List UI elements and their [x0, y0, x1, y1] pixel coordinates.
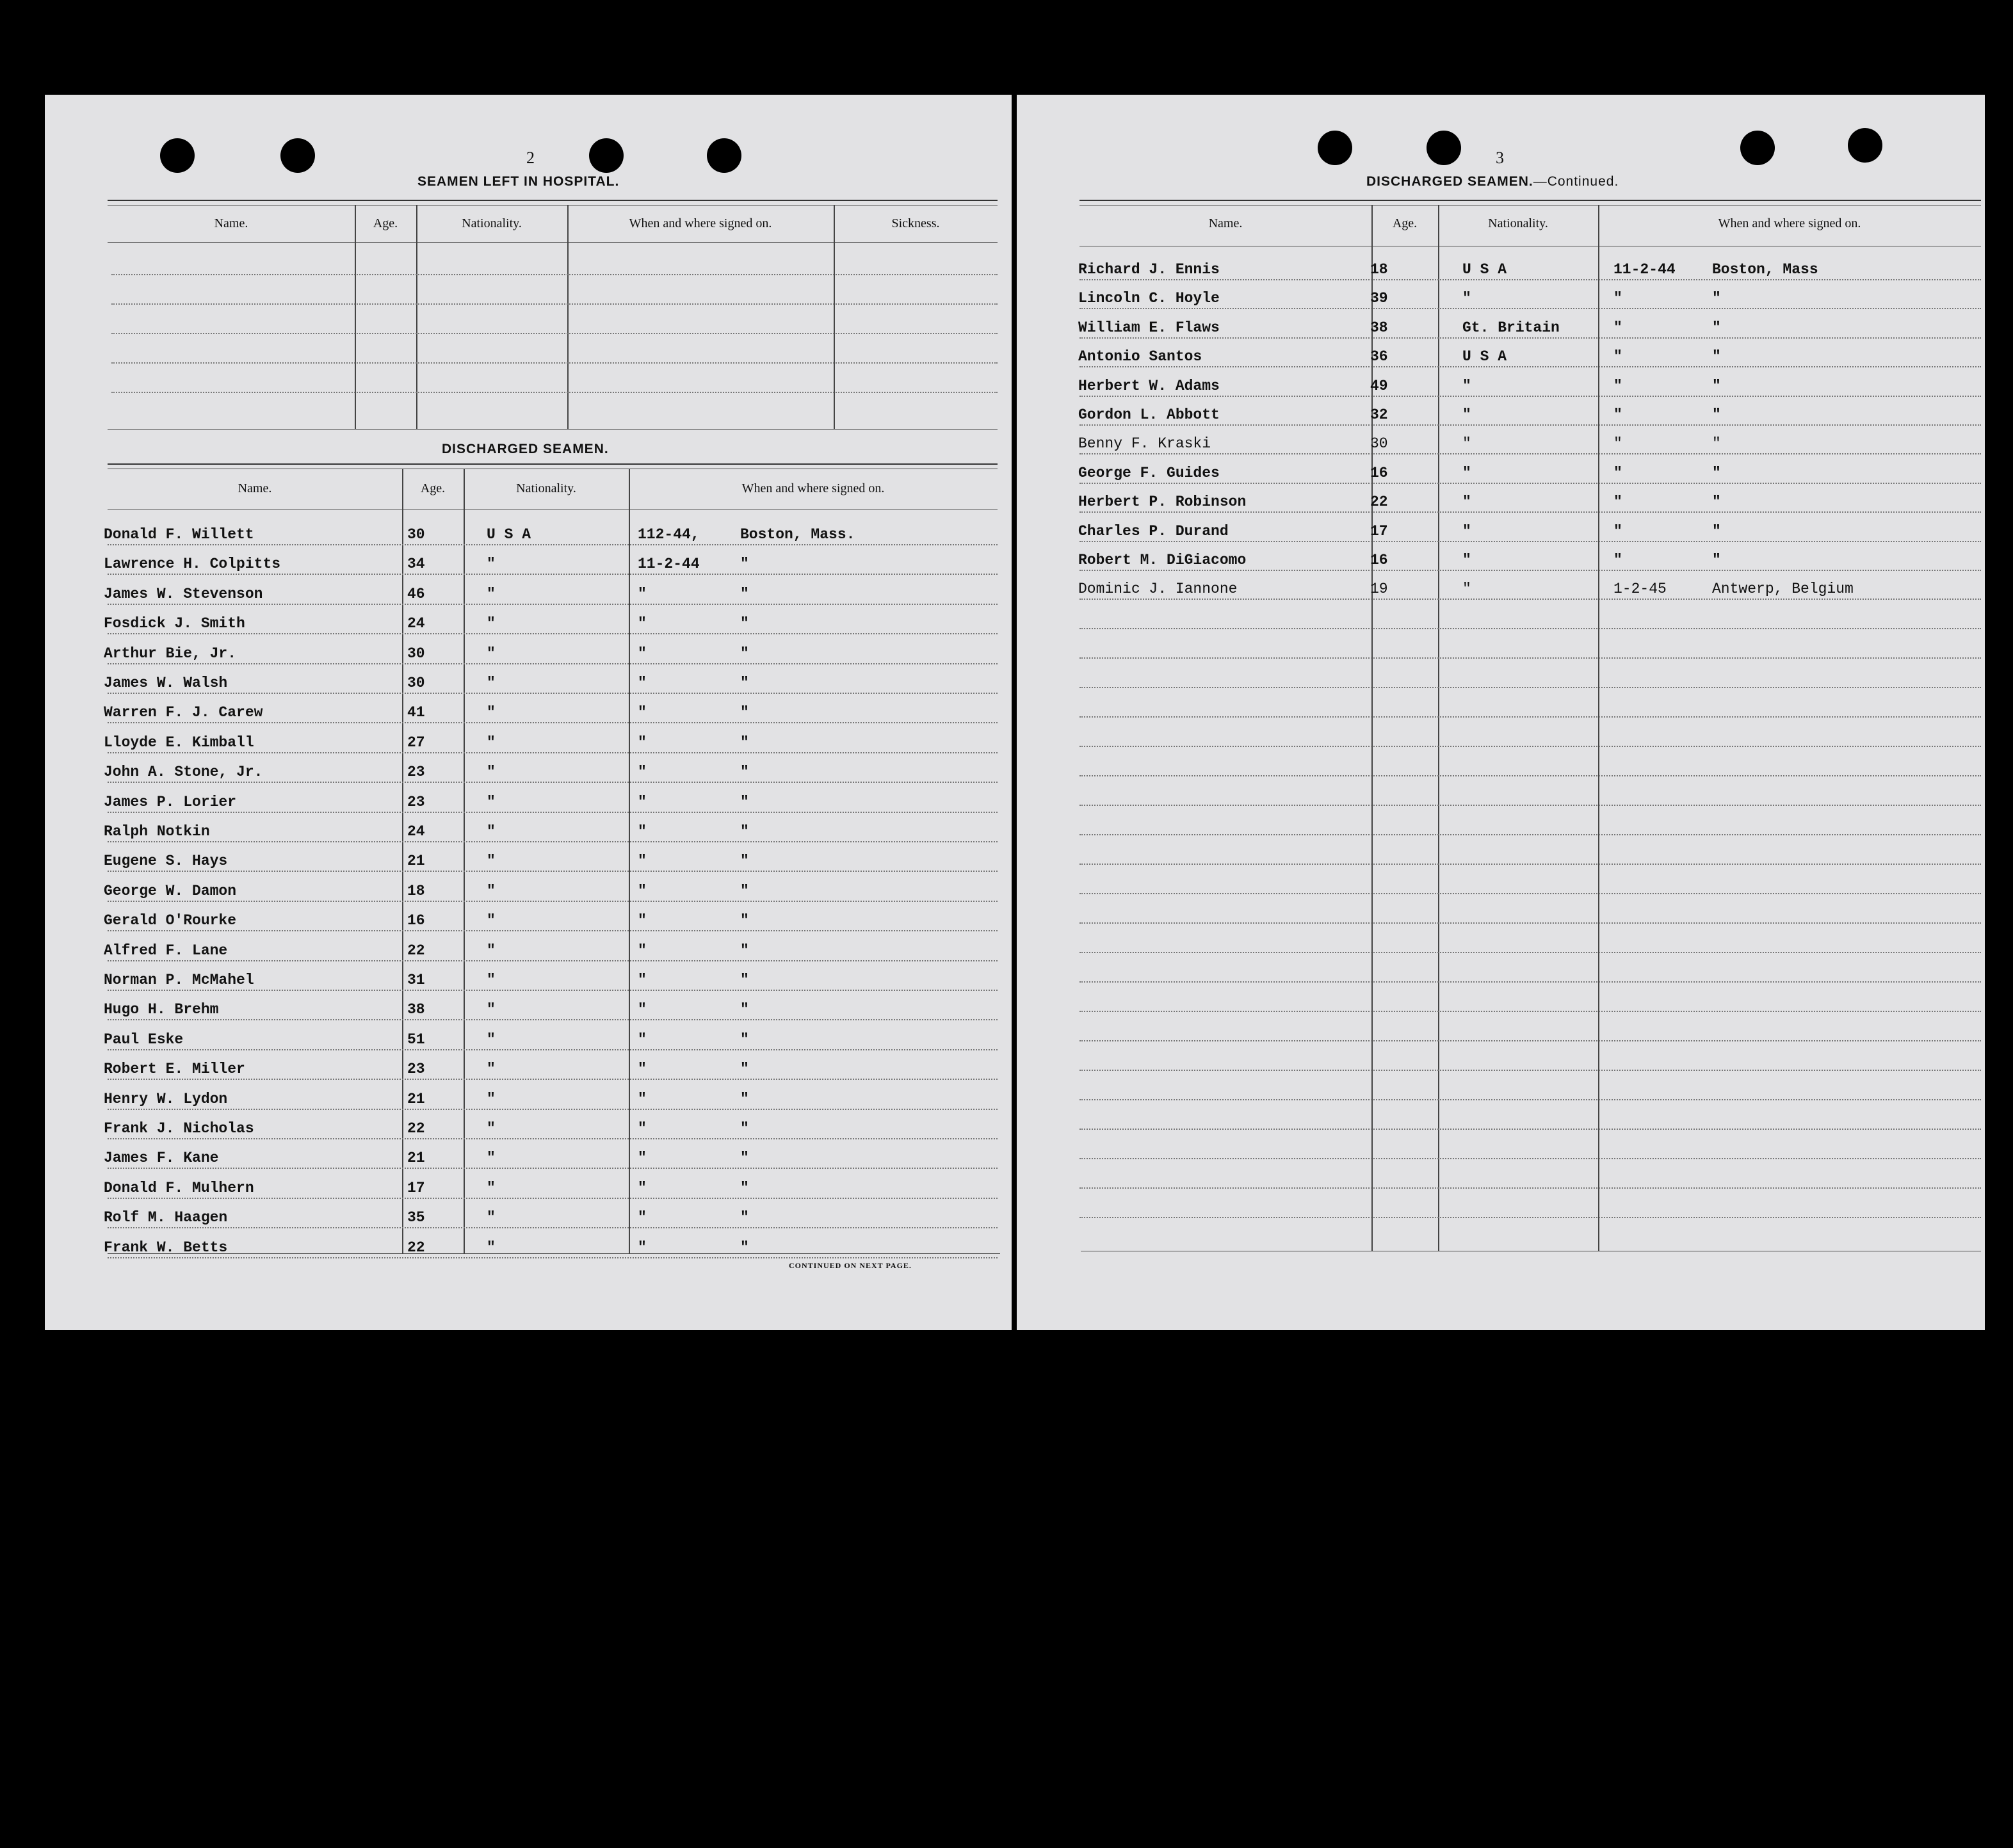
row-rule — [1079, 424, 1981, 426]
signed-on-place: " — [740, 704, 749, 721]
column-divider — [416, 205, 417, 429]
row-rule — [108, 1109, 998, 1110]
signed-on-date: " — [1613, 552, 1622, 568]
signed-on-place: Antwerp, Belgium — [1712, 581, 1854, 597]
signed-on-date: " — [638, 1239, 647, 1256]
rule — [108, 429, 998, 430]
signed-on-place: " — [740, 1180, 749, 1196]
punch-hole — [707, 138, 741, 173]
column-header-sickness: Sickness. — [891, 216, 940, 230]
signed-on-place: " — [1712, 523, 1721, 540]
seaman-name: Robert E. Miller — [104, 1061, 245, 1077]
seaman-nationality: U S A — [1462, 261, 1507, 278]
column-divider — [464, 469, 465, 1253]
row-rule — [1079, 1187, 1981, 1189]
seaman-name: George F. Guides — [1078, 465, 1220, 481]
signed-on-date: " — [638, 972, 647, 988]
signed-on-date: " — [638, 1180, 647, 1196]
seaman-nationality: " — [487, 1001, 496, 1018]
seaman-name: Alfred F. Lane — [104, 942, 228, 959]
signed-on-place: " — [1712, 378, 1721, 394]
row-rule — [108, 1198, 998, 1199]
seaman-nationality: " — [487, 1180, 496, 1196]
seaman-name: Hugo H. Brehm — [104, 1001, 219, 1018]
signed-on-date: " — [638, 883, 647, 899]
row-rule — [1079, 893, 1981, 894]
signed-on-place: " — [740, 912, 749, 929]
column-header-age: Age. — [373, 216, 398, 230]
signed-on-date: " — [638, 764, 647, 780]
signed-on-place: " — [1712, 319, 1721, 336]
seaman-age: 16 — [1370, 552, 1388, 568]
signed-on-place: " — [1712, 552, 1721, 568]
seaman-name: Lawrence H. Colpitts — [104, 556, 281, 572]
row-rule — [1079, 1070, 1981, 1071]
seaman-nationality: " — [487, 764, 496, 780]
signed-on-date: " — [638, 645, 647, 662]
seaman-nationality: U S A — [1462, 348, 1507, 365]
column-divider — [1438, 205, 1439, 1251]
seaman-name: Donald F. Willett — [104, 526, 254, 543]
row-rule — [108, 663, 998, 664]
row-rule — [1079, 1217, 1981, 1218]
signed-on-place: " — [740, 883, 749, 899]
column-divider — [1598, 205, 1599, 1251]
row-rule — [1079, 864, 1981, 865]
row-rule — [1079, 746, 1981, 747]
row-rule — [1079, 1040, 1981, 1041]
seaman-nationality: " — [487, 1150, 496, 1166]
seaman-name: Norman P. McMahel — [104, 972, 254, 988]
seaman-name: George W. Damon — [104, 883, 237, 899]
row-rule — [108, 930, 998, 931]
seaman-age: 16 — [407, 912, 425, 929]
signed-on-place: " — [1712, 465, 1721, 481]
rule — [108, 242, 998, 243]
blank-entry-line — [111, 333, 998, 334]
row-rule — [1079, 511, 1981, 513]
signed-on-place: " — [740, 1031, 749, 1048]
row-rule — [1079, 687, 1981, 688]
seaman-nationality: " — [487, 883, 496, 899]
column-header-nationality: Nationality. — [1488, 216, 1548, 230]
signed-on-date: " — [1613, 378, 1622, 394]
seaman-name: James P. Lorier — [104, 794, 237, 810]
signed-on-place: " — [740, 942, 749, 959]
row-rule — [108, 544, 998, 545]
signed-on-place: " — [740, 1091, 749, 1107]
seaman-age: 30 — [1370, 435, 1388, 452]
heading-text: DISCHARGED SEAMEN. — [1366, 174, 1533, 189]
signed-on-date: " — [638, 1120, 647, 1137]
signed-on-place: " — [740, 972, 749, 988]
row-rule — [108, 693, 998, 694]
seaman-nationality: " — [487, 1209, 496, 1226]
seaman-nationality: " — [1462, 465, 1471, 481]
seaman-age: 19 — [1370, 581, 1388, 597]
signed-on-place: " — [740, 1061, 749, 1077]
row-rule — [108, 1019, 998, 1020]
rule — [108, 200, 998, 201]
row-rule — [1079, 628, 1981, 629]
right-page — [1017, 95, 1985, 1330]
seaman-age: 46 — [407, 586, 425, 602]
signed-on-date: " — [638, 675, 647, 691]
seaman-nationality: " — [487, 615, 496, 632]
signed-on-date: " — [1613, 406, 1622, 423]
row-rule — [1079, 1158, 1981, 1159]
row-rule — [108, 990, 998, 991]
signed-on-date: " — [1613, 435, 1622, 452]
seaman-name: Frank W. Betts — [104, 1239, 228, 1256]
signed-on-date: " — [638, 1001, 647, 1018]
seaman-nationality: Gt. Britain — [1462, 319, 1560, 336]
seaman-nationality: " — [487, 972, 496, 988]
column-divider — [355, 205, 356, 429]
seaman-nationality: U S A — [487, 526, 531, 543]
row-rule — [108, 1138, 998, 1139]
column-header-signed-on: When and where signed on. — [629, 216, 772, 230]
signed-on-place: Boston, Mass — [1712, 261, 1818, 278]
signed-on-place: " — [740, 586, 749, 602]
signed-on-date: " — [1613, 319, 1622, 336]
page-number: 3 — [1496, 149, 1504, 167]
seaman-age: 23 — [407, 794, 425, 810]
signed-on-place: " — [740, 675, 749, 691]
seaman-name: William E. Flaws — [1078, 319, 1220, 336]
seaman-age: 38 — [407, 1001, 425, 1018]
punch-hole — [1848, 128, 1882, 163]
row-rule — [1079, 366, 1981, 367]
row-rule — [108, 1168, 998, 1169]
seaman-nationality: " — [487, 556, 496, 572]
seaman-name: Paul Eske — [104, 1031, 184, 1048]
row-rule — [1079, 834, 1981, 835]
seaman-name: James W. Walsh — [104, 675, 228, 691]
heading-suffix: —Continued. — [1533, 174, 1619, 189]
seaman-age: 21 — [407, 1150, 425, 1166]
seaman-age: 18 — [1370, 261, 1388, 278]
signed-on-date: " — [638, 1209, 647, 1226]
signed-on-date: " — [638, 1061, 647, 1077]
continued-note: CONTINUED ON NEXT PAGE. — [789, 1261, 912, 1270]
seaman-nationality: " — [487, 675, 496, 691]
column-divider — [567, 205, 569, 429]
row-rule — [108, 633, 998, 634]
signed-on-place: " — [740, 556, 749, 572]
seaman-name: Fosdick J. Smith — [104, 615, 245, 632]
row-rule — [108, 1049, 998, 1050]
seaman-age: 23 — [407, 764, 425, 780]
row-rule — [1079, 279, 1981, 280]
row-rule — [1079, 1011, 1981, 1012]
row-rule — [108, 871, 998, 872]
seaman-name: Henry W. Lydon — [104, 1091, 228, 1107]
seaman-nationality: " — [1462, 494, 1471, 510]
seaman-nationality: " — [1462, 378, 1471, 394]
seaman-age: 41 — [407, 704, 425, 721]
signed-on-place: " — [740, 1150, 749, 1166]
row-rule — [108, 782, 998, 783]
signed-on-date: " — [638, 942, 647, 959]
left-page — [45, 95, 1012, 1330]
seaman-nationality: " — [487, 645, 496, 662]
row-rule — [1079, 453, 1981, 454]
signed-on-place: " — [740, 645, 749, 662]
seaman-age: 38 — [1370, 319, 1388, 336]
seaman-nationality: " — [487, 823, 496, 840]
row-rule — [108, 574, 998, 575]
signed-on-date: " — [638, 586, 647, 602]
seaman-name: Dominic J. Iannone — [1078, 581, 1238, 597]
row-rule — [1079, 922, 1981, 924]
seaman-nationality: " — [1462, 290, 1471, 307]
seaman-age: 22 — [407, 1239, 425, 1256]
punch-hole — [1427, 131, 1461, 165]
signed-on-date: 112-44, — [638, 526, 700, 543]
discharged-heading: DISCHARGED SEAMEN. — [442, 442, 609, 456]
blank-entry-line — [111, 274, 998, 275]
seaman-nationality: " — [1462, 552, 1471, 568]
signed-on-date: " — [638, 1031, 647, 1048]
signed-on-date: " — [1613, 290, 1622, 307]
row-rule — [108, 960, 998, 961]
seaman-nationality: " — [487, 1239, 496, 1256]
seaman-age: 30 — [407, 645, 425, 662]
row-rule — [1079, 599, 1981, 600]
seaman-nationality: " — [487, 912, 496, 929]
seaman-age: 16 — [1370, 465, 1388, 481]
signed-on-date: 11-2-44 — [1613, 261, 1676, 278]
row-rule — [1079, 396, 1981, 397]
seaman-nationality: " — [1462, 406, 1471, 423]
seaman-name: James F. Kane — [104, 1150, 219, 1166]
seaman-age: 24 — [407, 823, 425, 840]
seaman-name: Antonio Santos — [1078, 348, 1202, 365]
row-rule — [1079, 981, 1981, 983]
signed-on-place: " — [740, 1001, 749, 1018]
column-header-name: Name. — [238, 481, 272, 495]
row-rule — [108, 812, 998, 813]
seaman-nationality: " — [1462, 581, 1471, 597]
signed-on-date: " — [638, 1150, 647, 1166]
row-rule — [108, 1257, 998, 1258]
seaman-age: 49 — [1370, 378, 1388, 394]
signed-on-date: " — [638, 912, 647, 929]
seaman-name: Warren F. J. Carew — [104, 704, 263, 721]
row-rule — [1079, 1129, 1981, 1130]
seaman-age: 24 — [407, 615, 425, 632]
signed-on-date: " — [1613, 494, 1622, 510]
signed-on-date: " — [638, 853, 647, 869]
signed-on-place: " — [1712, 348, 1721, 365]
row-rule — [108, 1227, 998, 1228]
seaman-age: 39 — [1370, 290, 1388, 307]
signed-on-date: " — [1613, 465, 1622, 481]
seaman-age: 21 — [407, 853, 425, 869]
seaman-nationality: " — [487, 1031, 496, 1048]
column-header-age: Age. — [420, 481, 446, 495]
seaman-age: 31 — [407, 972, 425, 988]
signed-on-place: Boston, Mass. — [740, 526, 855, 543]
signed-on-place: " — [1712, 406, 1721, 423]
seaman-name: Richard J. Ennis — [1078, 261, 1220, 278]
seaman-name: Ralph Notkin — [104, 823, 210, 840]
seaman-nationality: " — [487, 734, 496, 751]
column-header-signed-on: When and where signed on. — [1718, 216, 1861, 230]
seaman-age: 17 — [407, 1180, 425, 1196]
signed-on-place: " — [740, 1239, 749, 1256]
seaman-age: 22 — [1370, 494, 1388, 510]
row-rule — [108, 604, 998, 605]
signed-on-date: 11-2-44 — [638, 556, 700, 572]
seaman-age: 22 — [407, 942, 425, 959]
signed-on-place: " — [740, 1120, 749, 1137]
row-rule — [1079, 308, 1981, 309]
seaman-age: 30 — [407, 526, 425, 543]
seaman-age: 34 — [407, 556, 425, 572]
signed-on-place: " — [1712, 435, 1721, 452]
column-header-nationality: Nationality. — [516, 481, 576, 495]
signed-on-date: " — [638, 734, 647, 751]
signed-on-date: 1-2-45 — [1613, 581, 1667, 597]
blank-entry-line — [111, 303, 998, 305]
seaman-nationality: " — [487, 1120, 496, 1137]
seaman-name: Herbert W. Adams — [1078, 378, 1220, 394]
signed-on-place: " — [740, 794, 749, 810]
seaman-name: Frank J. Nicholas — [104, 1120, 254, 1137]
column-header-signed-on: When and where signed on. — [741, 481, 885, 495]
seaman-age: 18 — [407, 883, 425, 899]
seaman-age: 23 — [407, 1061, 425, 1077]
seaman-name: Benny F. Kraski — [1078, 435, 1211, 452]
blank-entry-line — [111, 392, 998, 393]
signed-on-place: " — [1712, 290, 1721, 307]
row-rule — [1079, 952, 1981, 953]
signed-on-date: " — [638, 794, 647, 810]
page-number: 2 — [526, 149, 535, 167]
punch-hole — [1318, 131, 1352, 165]
seaman-name: John A. Stone, Jr. — [104, 764, 263, 780]
seaman-name: Herbert P. Robinson — [1078, 494, 1247, 510]
blank-entry-line — [111, 362, 998, 364]
seaman-name: Lincoln C. Hoyle — [1078, 290, 1220, 307]
seaman-age: 27 — [407, 734, 425, 751]
seaman-age: 32 — [1370, 406, 1388, 423]
row-rule — [108, 722, 998, 723]
punch-hole — [280, 138, 315, 173]
column-header-nationality: Nationality. — [462, 216, 522, 230]
row-rule — [1079, 337, 1981, 339]
signed-on-place: " — [1712, 494, 1721, 510]
row-rule — [1079, 1099, 1981, 1100]
seaman-nationality: " — [1462, 523, 1471, 540]
row-rule — [1079, 541, 1981, 542]
seaman-name: Eugene S. Hays — [104, 853, 228, 869]
seaman-nationality: " — [487, 853, 496, 869]
row-rule — [1079, 805, 1981, 806]
seaman-nationality: " — [487, 942, 496, 959]
seaman-nationality: " — [487, 794, 496, 810]
row-rule — [1079, 775, 1981, 776]
seaman-age: 30 — [407, 675, 425, 691]
seaman-name: Lloyde E. Kimball — [104, 734, 254, 751]
seaman-nationality: " — [487, 1091, 496, 1107]
signed-on-place: " — [740, 853, 749, 869]
row-rule — [108, 841, 998, 842]
column-divider — [834, 205, 835, 429]
seaman-name: Robert M. DiGiacomo — [1078, 552, 1247, 568]
seaman-age: 36 — [1370, 348, 1388, 365]
punch-hole — [160, 138, 195, 173]
seaman-name: Gordon L. Abbott — [1078, 406, 1220, 423]
hospital-heading: SEAMEN LEFT IN HOSPITAL. — [417, 174, 620, 189]
seaman-name: Rolf M. Haagen — [104, 1209, 228, 1226]
seaman-age: 21 — [407, 1091, 425, 1107]
signed-on-place: " — [740, 764, 749, 780]
signed-on-place: " — [740, 1209, 749, 1226]
seaman-age: 35 — [407, 1209, 425, 1226]
seaman-name: James W. Stevenson — [104, 586, 263, 602]
discharged-continued-heading — [1366, 174, 1619, 189]
signed-on-place: " — [740, 734, 749, 751]
seaman-nationality: " — [487, 704, 496, 721]
signed-on-place: " — [740, 615, 749, 632]
punch-hole — [589, 138, 624, 173]
rule — [108, 1253, 1000, 1254]
signed-on-place: " — [740, 823, 749, 840]
seaman-nationality: " — [1462, 435, 1471, 452]
seaman-name: Arthur Bie, Jr. — [104, 645, 237, 662]
seaman-name: Gerald O'Rourke — [104, 912, 237, 929]
row-rule — [1079, 716, 1981, 718]
column-header-name: Name. — [214, 216, 248, 230]
column-header-age: Age. — [1392, 216, 1418, 230]
signed-on-date: " — [638, 615, 647, 632]
column-divider — [629, 469, 630, 1253]
seaman-name: Charles P. Durand — [1078, 523, 1229, 540]
column-divider — [402, 469, 403, 1253]
signed-on-date: " — [1613, 523, 1622, 540]
signed-on-date: " — [1613, 348, 1622, 365]
row-rule — [108, 1079, 998, 1080]
seaman-age: 22 — [407, 1120, 425, 1137]
seaman-nationality: " — [487, 586, 496, 602]
seaman-name: Donald F. Mulhern — [104, 1180, 254, 1196]
seaman-nationality: " — [487, 1061, 496, 1077]
rule — [108, 463, 998, 465]
signed-on-date: " — [638, 704, 647, 721]
signed-on-date: " — [638, 1091, 647, 1107]
signed-on-date: " — [638, 823, 647, 840]
rule — [1079, 200, 1981, 201]
row-rule — [108, 752, 998, 753]
row-rule — [1079, 483, 1981, 484]
punch-hole — [1740, 131, 1775, 165]
row-rule — [108, 901, 998, 902]
column-header-name: Name. — [1208, 216, 1243, 230]
row-rule — [1079, 657, 1981, 659]
seaman-age: 17 — [1370, 523, 1388, 540]
seaman-age: 51 — [407, 1031, 425, 1048]
row-rule — [1079, 570, 1981, 571]
